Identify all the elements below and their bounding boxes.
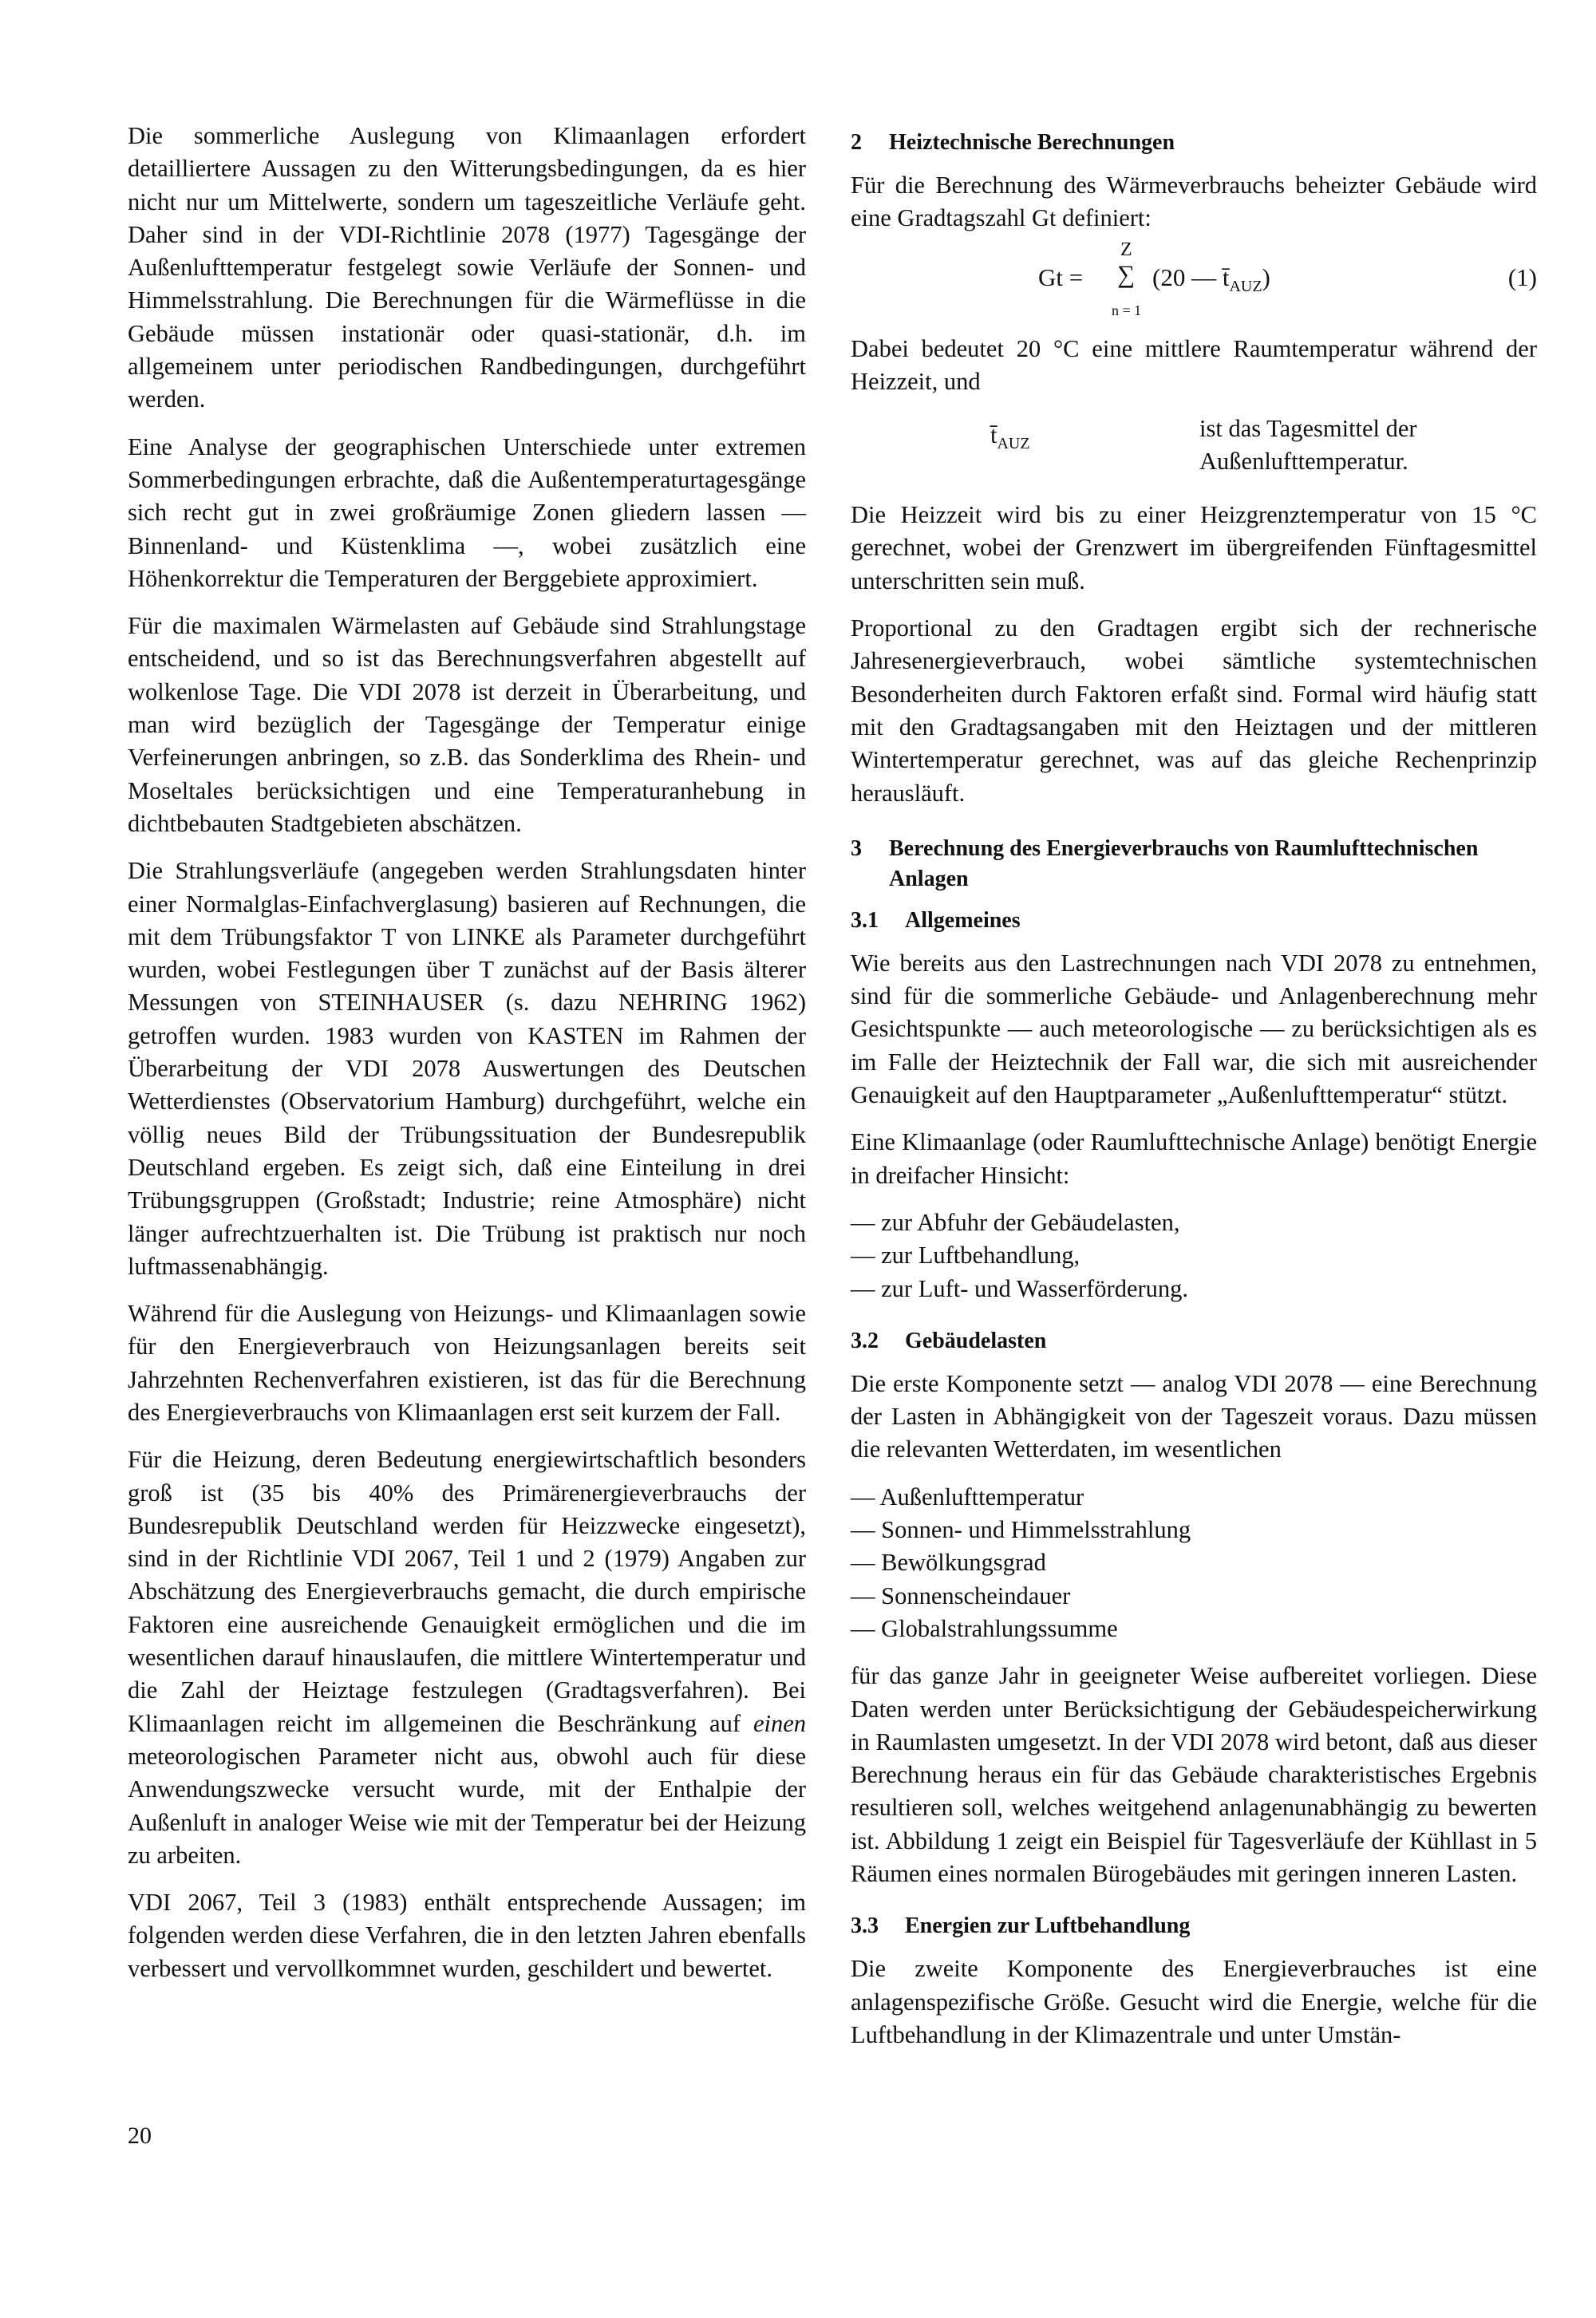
- list-item: — Außenlufttemperatur: [851, 1483, 1084, 1510]
- expr-close: ): [1262, 263, 1270, 291]
- paragraph: [128, 1443, 806, 1872]
- subscript: AUZ: [1229, 277, 1262, 295]
- paragraph: Eine Klimaanlage (oder Raumlufttechnische Anlage) benötigt Energie in dreifacher Hinsicht:: [851, 1128, 1537, 1189]
- paragraph: Die erste Komponente setzt — analog VDI 2078 — eine Berechnung der Lasten in Abhängigkeit von der Tageszeit voraus. Dazu müssen die relevanten Wetterdaten, im wesentlichen: [851, 1369, 1537, 1463]
- symbol: [990, 419, 1030, 460]
- subsection-heading: [851, 1911, 1537, 1941]
- paragraph: Die zweite Komponente des Energieverbrauches ist eine anlagenspezifische Größe. Gesucht wird die Energie, welche für die Luftbehandlung in der Klimazentrale und unter Umstän-: [851, 1955, 1537, 2048]
- list-item: — Sonnenscheindauer: [851, 1582, 1071, 1609]
- section-number: 3.2: [851, 1328, 879, 1353]
- paragraph: Die Strahlungsverläufe (angegeben werden Strahlungsdaten hinter einer Normalglas-Einfachverglasung) basieren auf Rechnungen, die mit dem Trübungsfaktor T von LINKE als Parameter durchgeführt wurden, wobei Festlegungen über T zunächst auf der Basis älterer Messungen von STEINHAUSER (s. dazu NEHRING 1962) getroffen wurden. 1983 wurden von KASTEN im Rahmen der Überarbeitung der VDI 2078 Auswertungen des Deutschen Wetterdienstes (Observatorium Hamburg) durchgeführt, welche ein völlig neues Bild der Trübungssituation der Bundesrepublik Deutschland ergeben. Es zeigt sich, daß eine Einteilung in drei Trübungsgruppen (Großstadt; Industrie; reine Atmosphäre) nicht länger aufrechtzuerhalten ist. Die Trübung ist praktisch nur noch luftmassenabhängig.: [128, 857, 806, 1280]
- text: Für die Heizung, deren Bedeutung energiewirtschaftlich besonders groß ist (35 bis 40% des Primärenergieverbrauchs der Bundesrepublik Deutschland werden für Heizzwecke eingesetzt), sind in der Richtlinie VDI 2067, Teil 1 und 2 (1979) Angaben zur Abschätzung des Energieverbrauchs gemacht, die durch empirische Faktoren eine ausreichende Genauigkeit ermöglichen und die im wesentlichen darauf hinauslaufen, die mittlere Wintertemperatur und die Zahl der Heiztage festzulegen (Gradtagsverfahren). Bei Klimaanlagen reicht im allgemeinen die Beschränkung auf: [128, 1446, 806, 1737]
- symbol-definition: [851, 413, 1537, 486]
- section-title: Berechnung des Energieverbrauchs von Raumlufttechnischen Anlagen: [889, 835, 1479, 891]
- section-number: 2: [851, 130, 862, 155]
- definition-text: ist das Tagesmittel der Außenlufttemperatur.: [1199, 415, 1417, 476]
- paragraph: Die Heizzeit wird bis zu einer Heizgrenztemperatur von 15 °C gerechnet, wobei der Grenzwert im übergreifenden Fünftagesmittel unterschritten sein muß.: [851, 501, 1537, 594]
- section-number: 3.3: [851, 1913, 879, 1939]
- sum-symbol: ∑: [1117, 259, 1136, 288]
- subsection-heading: [851, 906, 1537, 936]
- paragraph: Für die Berechnung des Wärmeverbrauchs beheizter Gebäude wird eine Gradtagszahl Gt definiert:: [851, 172, 1537, 232]
- section-title: Heiztechnische Berechnungen: [889, 130, 1175, 155]
- section-number: 3.1: [851, 907, 879, 933]
- text: meteorologischen Parameter nicht aus, obwohl auch für diese Anwendungszwecke versucht wurde, mit der Enthalpie der Außenluft in analoger Weise wie mit der Temperatur bei der Heizung zu arbeiten.: [128, 1742, 806, 1869]
- section-title: Energien zur Luftbehandlung: [905, 1913, 1191, 1939]
- paragraph: Dabei bedeutet 20 °C eine mittlere Raumtemperatur während der Heizzeit, und: [851, 334, 1537, 395]
- list-item: — zur Abfuhr der Gebäudelasten,: [851, 1208, 1180, 1236]
- page-number: 20: [128, 2123, 152, 2149]
- list-item: — zur Luftbehandlung,: [851, 1242, 1080, 1270]
- dash-list: [851, 1481, 1537, 1645]
- sum-lower-limit: n = 1: [1112, 302, 1142, 318]
- list-item: — zur Luft- und Wasserförderung.: [851, 1274, 1189, 1302]
- paragraph: für das ganze Jahr in geeigneter Weise aufbereitet vorliegen. Diese Daten werden unter Berücksichtigung der Gebäudespeicherwirkung in Raumlasten umgesetzt. In der VDI 2078 wird betont, daß aus dieser Berechnung heraus ein für das Gebäude charakteristisches Ergebnis resultieren soll, welches weitgehend anlagenunabhängig zu bewerten ist. Abbildung 1 zeigt ein Beispiel für Tagesverläufe der Kühllast in 5 Räumen eines normalen Bürogebäudes mit geringen inneren Lasten.: [851, 1662, 1537, 1887]
- list-item: — Sonnen- und Himmelsstrahlung: [851, 1516, 1191, 1544]
- equation-lhs: Gt =: [1038, 263, 1084, 291]
- paragraph: Wie bereits aus den Lastrechnungen nach VDI 2078 zu entnehmen, sind für die sommerliche Gebäude- und Anlagenberechnung mehr Gesichtspunkte — auch meteorologische — zu berücksichtigen als es im Falle der Heiztechnik der Fall war, die sich mit ausreichender Genauigkeit auf den Hauptparameter „Außenlufttemperatur“ stützt.: [851, 949, 1537, 1109]
- section-title: Gebäudelasten: [905, 1328, 1047, 1353]
- section-number: 3: [851, 835, 862, 861]
- section-title: Allgemeines: [905, 907, 1021, 933]
- symbol-main: t̄: [990, 421, 998, 449]
- paragraph: Proportional zu den Gradtagen ergibt sich der rechnerische Jahresenergieverbrauch, wobei sämtliche systemtechnischen Besonderheiten durch Faktoren erfaßt sind. Formal wird häufig statt mit den Gradtagsangaben mit den Heiztagen und der mittleren Wintertemperatur gerechnet, was auf das gleiche Rechenprinzip herausläuft.: [851, 614, 1537, 807]
- equation-number: (1): [1507, 263, 1537, 291]
- section-heading: [851, 128, 1537, 158]
- section-heading: [851, 834, 1537, 894]
- expr: (20 — t̄: [1152, 263, 1230, 291]
- paragraph: Während für die Auslegung von Heizungs- und Klimaanlagen sowie für den Energieverbrauch von Heizungsanlagen bereits seit Jahrzehnten Rechenverfahren existieren, ist das für die Berechnung des Energieverbrauchs von Klimaanlagen erst seit kurzem der Fall.: [128, 1300, 806, 1426]
- paragraph: Die sommerliche Auslegung von Klimaanlagen erfordert detailliertere Aussagen zu den Witterungsbedingungen, da es hier nicht nur um Mittelwerte, sondern um tageszeitliche Verläufe geht. Daher sind in der VDI-Richtlinie 2078 (1977) Tagesgänge der Außenlufttemperatur festgelegt sowie Verläufe der Sonnen- und Himmelsstrahlung. Die Berechnungen für die Wärmeflüsse in die Gebäude müssen instationär oder quasi-stationär, d.h. im allgemeinem unter periodischen Randbedingungen, durchgeführt werden.: [128, 122, 806, 413]
- list-item: — Bewölkungsgrad: [851, 1549, 1046, 1577]
- subsection-heading: [851, 1326, 1537, 1356]
- dash-list: [851, 1206, 1537, 1305]
- emphasis: einen: [753, 1709, 807, 1737]
- equation: [851, 234, 1537, 328]
- right-column: [851, 128, 1537, 2066]
- subscript: AUZ: [997, 435, 1030, 453]
- paragraph: VDI 2067, Teil 3 (1983) enthält entsprechende Aussagen; im folgenden werden diese Verfahren, die in den letzten Jahren ebenfalls verbessert und vervollkommnet wurden, geschildert und bewertet.: [128, 1889, 806, 1982]
- sum-upper-limit: Z: [1120, 239, 1132, 260]
- left-column: [128, 120, 806, 2000]
- paragraph: Für die maximalen Wärmelasten auf Gebäude sind Strahlungstage entscheidend, und so ist das Berechnungsverfahren abgestellt auf wolkenlose Tage. Die VDI 2078 ist derzeit in Überarbeitung, und man wird bezüglich der Tagesgänge der Temperatur einige Verfeinerungen anbringen, so z.B. das Sonderklima des Rhein- und Moseltales berücksichtigen und eine Temperaturanhebung in dichtbebauten Stadtgebieten abschätzen.: [128, 612, 806, 837]
- list-item: — Globalstrahlungssumme: [851, 1614, 1118, 1642]
- equation-rhs: [1152, 261, 1270, 303]
- paragraph: Eine Analyse der geographischen Unterschiede unter extremen Sommerbedingungen erbrachte, daß die Außentemperaturtagesgänge sich recht gut in zwei großräumige Zonen gliedern lassen — Binnenland- und Küstenklima —, wobei zusätzlich eine Höhenkorrektur die Temperaturen der Berggebiete approximiert.: [128, 432, 806, 592]
